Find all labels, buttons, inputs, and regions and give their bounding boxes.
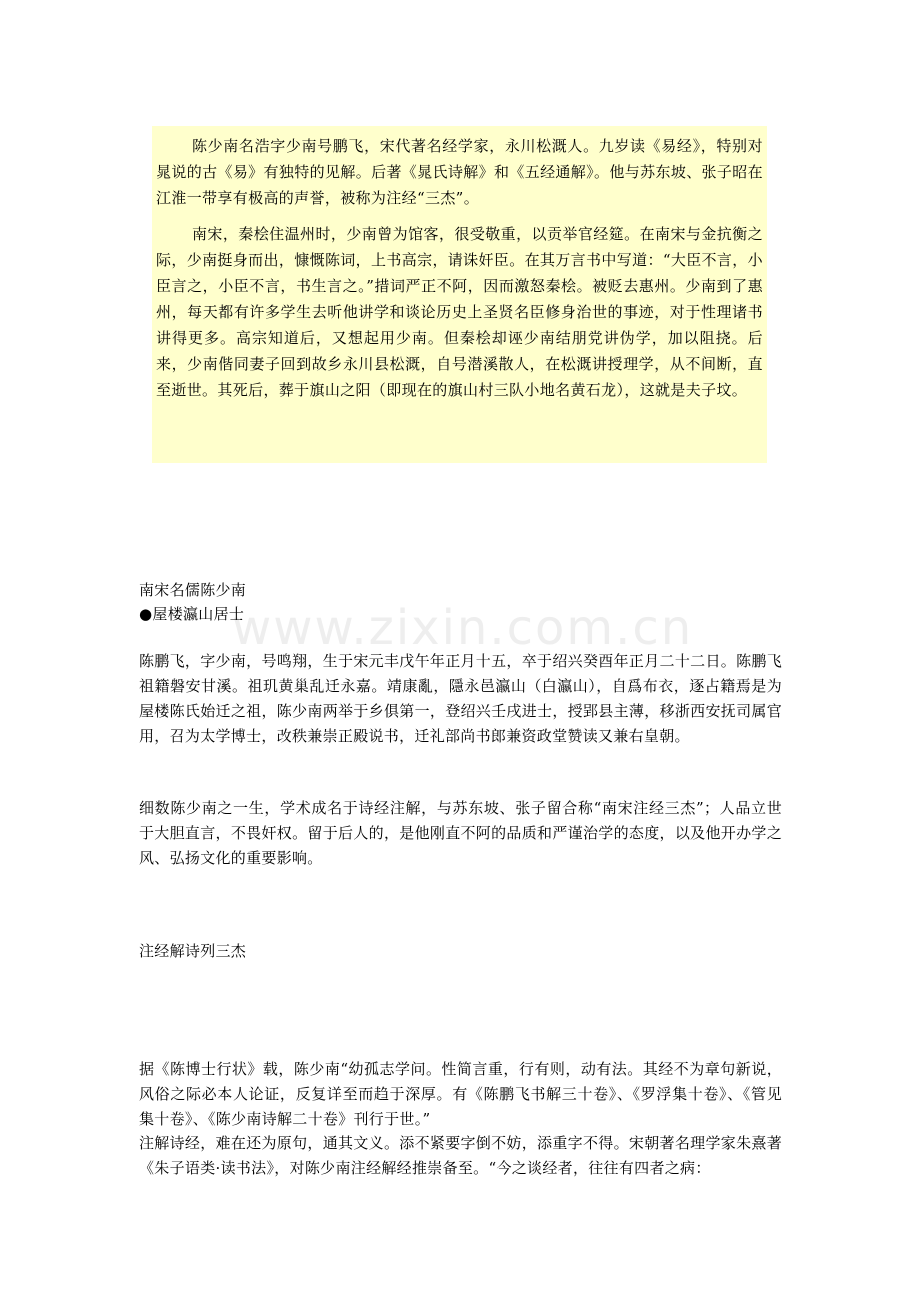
article-paragraph-3: 据《陈博士行状》载，陈少南“幼孤志学问。性简言重，行有则，动有法。其经不为章句新说，风俗之际必本人论证，反复详至而趋于深厚。有《陈鹏飞书解三十卷》、《罗浮集十卷》、《管见集十卷》、《陈少南诗解二十卷》刊行于世。” <box>139 1060 782 1128</box>
highlighted-excerpt <box>152 126 767 463</box>
article-paragraph-2: 细数陈少南之一生，学术成名于诗经注解，与苏东坡、张子留合称“南宋注经三杰”；人品立世于大胆直言，不畏奸权。留于后人的，是他刚直不阿的品质和严谨治学的态度，以及他开办学之风、弘扬文化的重要影响。 <box>139 799 782 867</box>
article-paragraph-4: 注解诗经，难在还为原句，通其文义。添不紧要字倒不妨，添重字不得。宋朝著名理学家朱熹著《朱子语类·读书法》，对陈少南注经解经推崇备至。“今之谈经者，往往有四者之病： <box>139 1134 782 1177</box>
excerpt-paragraph-1: 陈少南名浩字少南号鹏飞，宋代著名经学家，永川松溉人。九岁读《易经》，特别对晁说的古《易》有独特的见解。后著《晁氏诗解》和《五经通解》。他与苏东坡、张子昭在江淮一带享有极高的声誉，被称为注经“三杰”。 <box>156 137 763 207</box>
article-paragraph-1: 陈鹏飞，字少南，号鸣翔，生于宋元丰戊午年正月十五，卒于绍兴癸酉年正月二十二日。陈鹏飞祖籍磐安甘溪。祖玑黄巢乱迁永嘉。靖康亂，隱永邑瀛山（白瀛山），自爲布衣，逐占籍焉是为屋楼陈氏始迁之祖，陈少南两举于乡俱第一，登绍兴壬戌进士，授郢县主薄，移浙西安抚司属官用，召为太学博士，改秩兼崇正殿说书，迁礼部尚书郎兼资政堂赞读又兼右皇朝。 <box>139 652 782 745</box>
article-title: 南宋名儒陈少南 <box>139 581 247 599</box>
article-author: ●屋楼瀛山居士 <box>139 605 245 623</box>
watermark: www.zixin.com.cn <box>232 600 694 656</box>
excerpt-paragraph-2: 南宋，秦桧住温州时，少南曾为馆客，很受敬重，以贡举官经筵。在南宋与金抗衡之际，少南挺身而出，慷慨陈词，上书高宗，请诛奸臣。在其万言书中写道：“大臣不言，小臣言之，小臣不言，书生言之。”措词严正不阿，因而激怒秦桧。被贬去惠州。少南到了惠州，每天都有许多学生去听他讲学和谈论历史上圣贤名臣修身治世的事迹，对于性理诸书讲得更多。高宗知道后，又想起用少南。但秦桧却诬少南结朋党讲伪学，加以阻挠。后来，少南偕同妻子回到故乡永川县松溉，自号潜溪散人，在松溉讲授理学，从不间断，直至逝世。其死后，葬于旗山之阳（即现在的旗山村三队小地名黄石龙），这就是夫子坟。 <box>156 225 763 399</box>
section-heading: 注经解诗列三杰 <box>139 942 247 960</box>
